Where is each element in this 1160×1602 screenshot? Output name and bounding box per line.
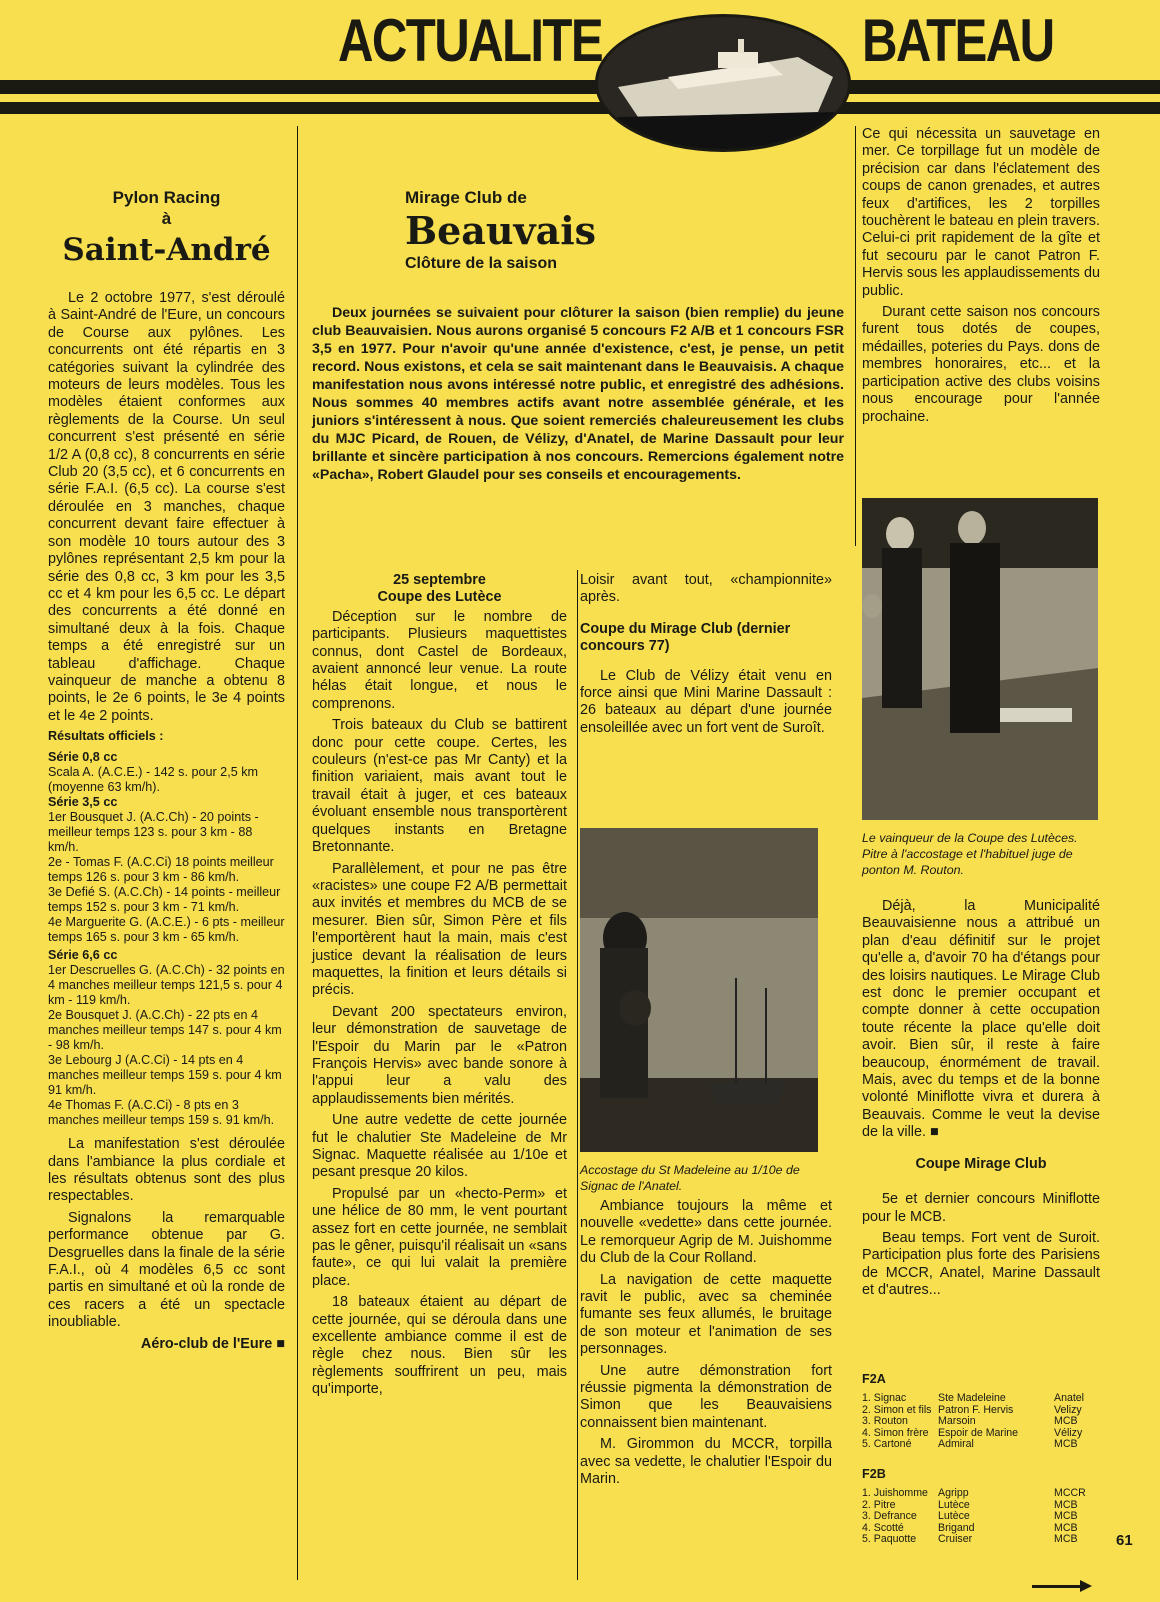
body-paragraph: Devant 200 spectateurs environ, leur démonstration de sauvetage de l'Espoir du Marin par le «Patron François Hervis» avec bande sonore à l'appui leur a valu des applaudissements bien mérités. [312,1003,567,1107]
series-title: Série 6,6 cc [48,948,118,963]
series-title: Série 0,8 cc [48,750,118,765]
continue-arrow-icon [1032,1585,1082,1588]
table-cell: Vélizy [1054,1426,1083,1439]
kicker-a: à [161,209,172,228]
table-cell: MCB [1054,1415,1078,1427]
table-cell: 3. Defrance [862,1510,917,1522]
header-rule-lower [0,102,1160,114]
motor-yacht-icon [598,17,848,149]
body-paragraph: Durant cette saison nos concours furent tous dotés de coupes, médailles, poteries du Pays. dons de membres honoraires, etc... et la participation active des clubs voisins nous encourage pour l'année prochaine. [862,304,1100,425]
trawler-photo-icon [580,828,818,1152]
series-title: Série 3,5 cc [48,795,118,810]
page-number: 61 [1116,1532,1133,1549]
table-row [862,1439,1088,1451]
f2b-results [862,1467,1102,1546]
boat-photo [595,14,851,152]
table-cell: Velizy [1054,1403,1082,1416]
mirage-club-header [405,188,665,274]
header-rule [0,80,1160,94]
body-paragraph: Le Club de Vélizy était venu en force ainsi que Mini Marine Dassault : 26 bateaux au départ d'une journée ensoleillée avec un fort vent de Suroît. [580,667,832,736]
body-paragraph: Ambiance toujours la même et nouvelle «vedette» dans cette journée. Le remorqueur Agrip de M. Juishomme du Club de la Cour Rolland. [580,1198,832,1267]
mirage-column-2-continued [580,1198,832,1493]
table-cell: Agripp [938,1487,969,1499]
section-heading: Coupe Mirage Club [915,1155,1047,1172]
table-cell: Ste Madeleine [938,1392,1006,1404]
table-cell: Lutèce [938,1498,970,1511]
result-line: 1er Bousquet J. (A.C.Ch) - 20 points - meilleur temps 123 s. pour 3 km - 88 km/h. [48,810,259,855]
table-cell: 1. Signac [862,1392,907,1404]
table-cell: 4. Scotté [862,1521,904,1534]
result-line: 4e Thomas F. (A.C.Ci) - 8 pts en 3 manches meilleur temps 159 s. 91 km/h. [48,1098,275,1128]
table-cell: Anatel [1054,1392,1085,1404]
winner-photo [862,498,1098,820]
body-paragraph: Déjà, la Municipalité Beauvaisienne nous a attribué un plan d'eau définitif sur le projet qu'elle a, d'avoir 70 ha d'étangs pour des loisirs nautiques. Le Mirage Club est donc le premier occupant et compte donner à cette occupation toute récente la place qu'elle doit avoir. Bien sûr, il reste à faire beaucoup, énormément de travail. Mais, avec du temps et de la bonne volonté Miniflotte vivra et durera à Beauvais. Comme le veut la devise de la ville. ■ [862,898,1100,1141]
section-date: 25 septembre [393,572,486,588]
result-line: 1er Descruelles G. (A.C.Ch) - 32 points en 4 manches meilleur temps 121,5 s. pour 4 km - 119 km/h. [48,963,285,1008]
section-heading: Coupe du Mirage Club (dernier concours 77) [580,620,791,655]
results-title: Résultats officiels : [48,729,164,744]
article-subtitle: Clôture de la saison [405,255,558,272]
column-rule-2 [577,570,578,1580]
lead-paragraph: Deux journées se suivaient pour clôturer la saison (bien remplie) du jeune club Beauvaisien. Nous aurons organisé 5 concours F2 A/B et 1 concours FSR 3,5 en 1977. Pour n'avoir qu'une année d'existence, c'est, je pense, un petit record. Nous existons, et cela se sait maintenant dans le Beauvaisis. A chaque manifestation nous avons intéressé notre public, et enregistré des adhésions. Nous sommes 40 membres actifs avant notre assemblée générale, et les juniors s'intéressent à nous. Que soient remerciés chaleureusement les clubs du MJC Picard, de Rouen, de Vélizy, d'Anatel, de Marine Dassault pour leur brillante et sincère participation à nos concours. Remercions également notre «Pacha», Robert Glaudel pour ses conseils et encouragements. [312,305,844,483]
right-column-top [862,126,1100,430]
pylon-racing-article [48,188,285,1353]
article-title: Beauvais [405,208,597,253]
table-cell: Lutèce [938,1510,970,1522]
table-cell: MCB [1054,1438,1078,1450]
kicker: Pylon Racing [112,188,221,207]
results-table [862,1488,1090,1546]
mirage-lead [312,304,844,488]
results-table [862,1393,1088,1451]
right-column-middle [862,898,1100,1304]
table-cell: 2. Pitre [862,1498,896,1511]
result-line: 3e Lebourg J (A.C.Ci) - 14 pts en 4 manches meilleur temps 159 s. pour 4 km 91 km/h. [48,1053,282,1098]
table-cell: MCB [1054,1521,1078,1534]
table-cell: MCB [1054,1498,1078,1511]
table-cell: 1. Juishomme [862,1487,928,1499]
photo-caption: Le vainqueur de la Coupe des Lutèces. Pitre à l'accostage et l'habituel juge de ponton M. Routon. [862,831,1078,877]
body-paragraph: Beau temps. Fort vent de Suroit. Participation plus forte des Parisiens de MCCR, Anatel, Marine Dassault et d'autres... [862,1229,1100,1299]
header-right-title: BATEAU [862,7,1054,74]
kicker: Mirage Club de [405,188,527,207]
table-cell: 3. Routon [862,1415,908,1427]
section-heading: Coupe des Lutèce [377,589,502,606]
header-left-title: ACTUALITE [338,7,603,74]
body-paragraph: La manifestation s'est déroulée dans l'ambiance la plus cordiale et les résultats obtenus sont des plus respectables. [48,1136,285,1205]
photo-caption: Accostage du St Madeleine au 1/10e de Signac de l'Anatel. [580,1163,800,1193]
body-paragraph: 18 bateaux étaient au départ de cette journée, qui se déroula dans une excellente ambiance comme il est de règle chez nous. Bien sûr les règlements souffrirent un peu, mais qu'importe, [312,1294,567,1398]
column-rule-3 [855,126,856,546]
table-cell: 5. Cartoné [862,1438,912,1450]
body-paragraph: Propulsé par un «hecto-Perm» et une hélice de 80 mm, le vent pourtant assez fort en cette journée, ne semblait pas le gêner, puisqu'il réalisait un «sans faute», ce qui lui valait la première place. [312,1185,567,1289]
table-row [862,1416,1088,1428]
result-line: 4e Marguerite G. (A.C.E.) - 6 pts - meilleur temps 165 s. pour 3 km - 65 km/h. [48,915,285,945]
table-cell: MCB [1054,1533,1078,1545]
table-cell: Marsoin [938,1415,976,1427]
accostage-photo [580,828,818,1152]
body-paragraph: Loisir avant tout, «championnite» après. [580,572,832,606]
table-cell: MCCR [1054,1487,1086,1499]
body-paragraph: Signalons la remarquable performance obtenue par G. Desgruelles dans la finale de la série F.A.I., où 4 modèles 6,5 cc sont partis en simultané et où la ronde de ces racers a été un spectacle inoubliable. [48,1209,285,1331]
table-cell: Espoir de Marine [938,1426,1019,1439]
body-paragraph: 5e et dernier concours Miniflotte pour le MCB. [862,1191,1100,1225]
article-title: Saint-André [62,232,271,268]
table-cell: Admiral [938,1438,974,1450]
table-title: F2B [862,1467,886,1481]
pontoon-photo-icon [862,498,1098,820]
body-paragraph: Trois bateaux du Club se battirent donc pour cette coupe. Certes, les couleurs (n'est-ce pas Mr Canty) et la finition variaient, mais avant tout le travail était à juger, et ces bateaux évoluant ensemble nous transportèrent quelques instants en Bretagne Bretonnante. [312,717,567,856]
mirage-column-1 [312,572,567,1403]
table-cell: Cruiser [938,1533,973,1545]
table-cell: 5. Paquotte [862,1533,917,1545]
table-row [862,1511,1090,1523]
body-paragraph: Ce qui nécessita un sauvetage en mer. Ce torpillage fut un modèle de précision car dans l'éclatement des coups de canon grenades, et autres feux d'artifices, les 2 torpilles touchèrent le bateau en plein travers. Celui-ci prit rapidement de la gîte et fut secouru par le canot Patron F. Hervis sous les applaudissements du public. [862,126,1100,299]
column-rule-1 [297,126,298,1580]
mirage-column-2 [580,572,832,741]
signature: Aéro-club de l'Eure ■ [140,1335,285,1352]
table-cell: 2. Simon et fils [862,1403,932,1416]
f2a-results [862,1372,1102,1451]
table-cell: 4. Simon frère [862,1426,929,1439]
body-paragraph: Le 2 octobre 1977, s'est déroulé à Saint-André de l'Eure, un concours de Course aux pylônes. Les concurrents ont été répartis en 3 catégories suivant la cylindrée des moteurs de leurs modèles. Tous les modèles étaient conformes aux règlements de la Course. Un seul concurrent s'est présenté en série 1/2 A (0,8 cc), 8 concurrents en série Club 20 (3,5 cc), et 6 concurrents en série F.A.I. (6,5 cc). La course s'est déroulée en 3 manches, chaque concurrent devant faire effectuer à son modèle 10 tours autour des 3 pylônes représentant 2,5 km pour la série des 0,8 cc, 3 km pour les 3,5 cc et 4 km pour les 6,5 cc. Le départ des concurrents a été donné en simultané deux à la fois. Chaque temps a été enregistré sur un tableau d'affichage. Chaque vainqueur de manche a obtenu 8 points, le 2e 6 points, le 3e 4 points et le 4e 2 points. [48,290,285,724]
table-row [862,1393,1088,1405]
table-row [862,1488,1090,1500]
body-paragraph: Une autre vedette de cette journée fut le chalutier Ste Madeleine de Mr Signac. Maquette réalisée au 1/10e et pesant presque 20 kilos. [312,1112,567,1181]
body-paragraph: Une autre démonstration fort réussie pigmenta la démonstration de Simon que les Beauvaisiens connaissent bien maintenant. [580,1362,832,1431]
table-title: F2A [862,1372,886,1386]
result-line: 2e Bousquet J. (A.C.Ch) - 22 pts en 4 manches meilleur temps 147 s. pour 4 km - 98 km/h. [48,1008,282,1053]
result-line: 3e Defié S. (A.C.Ch) - 14 points - meilleur temps 152 s. pour 3 km - 71 km/h. [48,885,281,915]
table-cell: MCB [1054,1510,1078,1522]
table-cell: Brigand [938,1521,975,1534]
table-row [862,1534,1090,1546]
body-paragraph: Déception sur le nombre de participants. Plusieurs maquettistes connus, dont Castel de Bordeaux, avaient annoncé leur venue. La route hélas était longue, et nous le comprenons. [312,608,567,712]
body-paragraph: Parallèlement, et pour ne pas être «racistes» une coupe F2 A/B permettait aux invités et membres du MCB de se mesurer. Bien sûr, Simon Père et fils l'emportèrent haut la main, mais c'est justice devant la réalisation de leurs maquettes, la finition et leurs détails si précis. [312,860,567,999]
result-line: 2e - Tomas F. (A.C.Ci) 18 points meilleur temps 126 s. pour 3 km - 86 km/h. [48,855,274,885]
body-paragraph: M. Girommon du MCCR, torpilla avec sa vedette, le chalutier l'Espoir du Marin. [580,1436,832,1488]
body-paragraph: La navigation de cette maquette ravit le public, avec sa cheminée fumante ses feux allumés, le bruitage de son moteur et l'animation de ses personnages. [580,1271,832,1358]
result-line: Scala A. (A.C.E.) - 142 s. pour 2,5 km (moyenne 63 km/h). [48,765,258,795]
table-cell: Patron F. Hervis [938,1403,1014,1416]
